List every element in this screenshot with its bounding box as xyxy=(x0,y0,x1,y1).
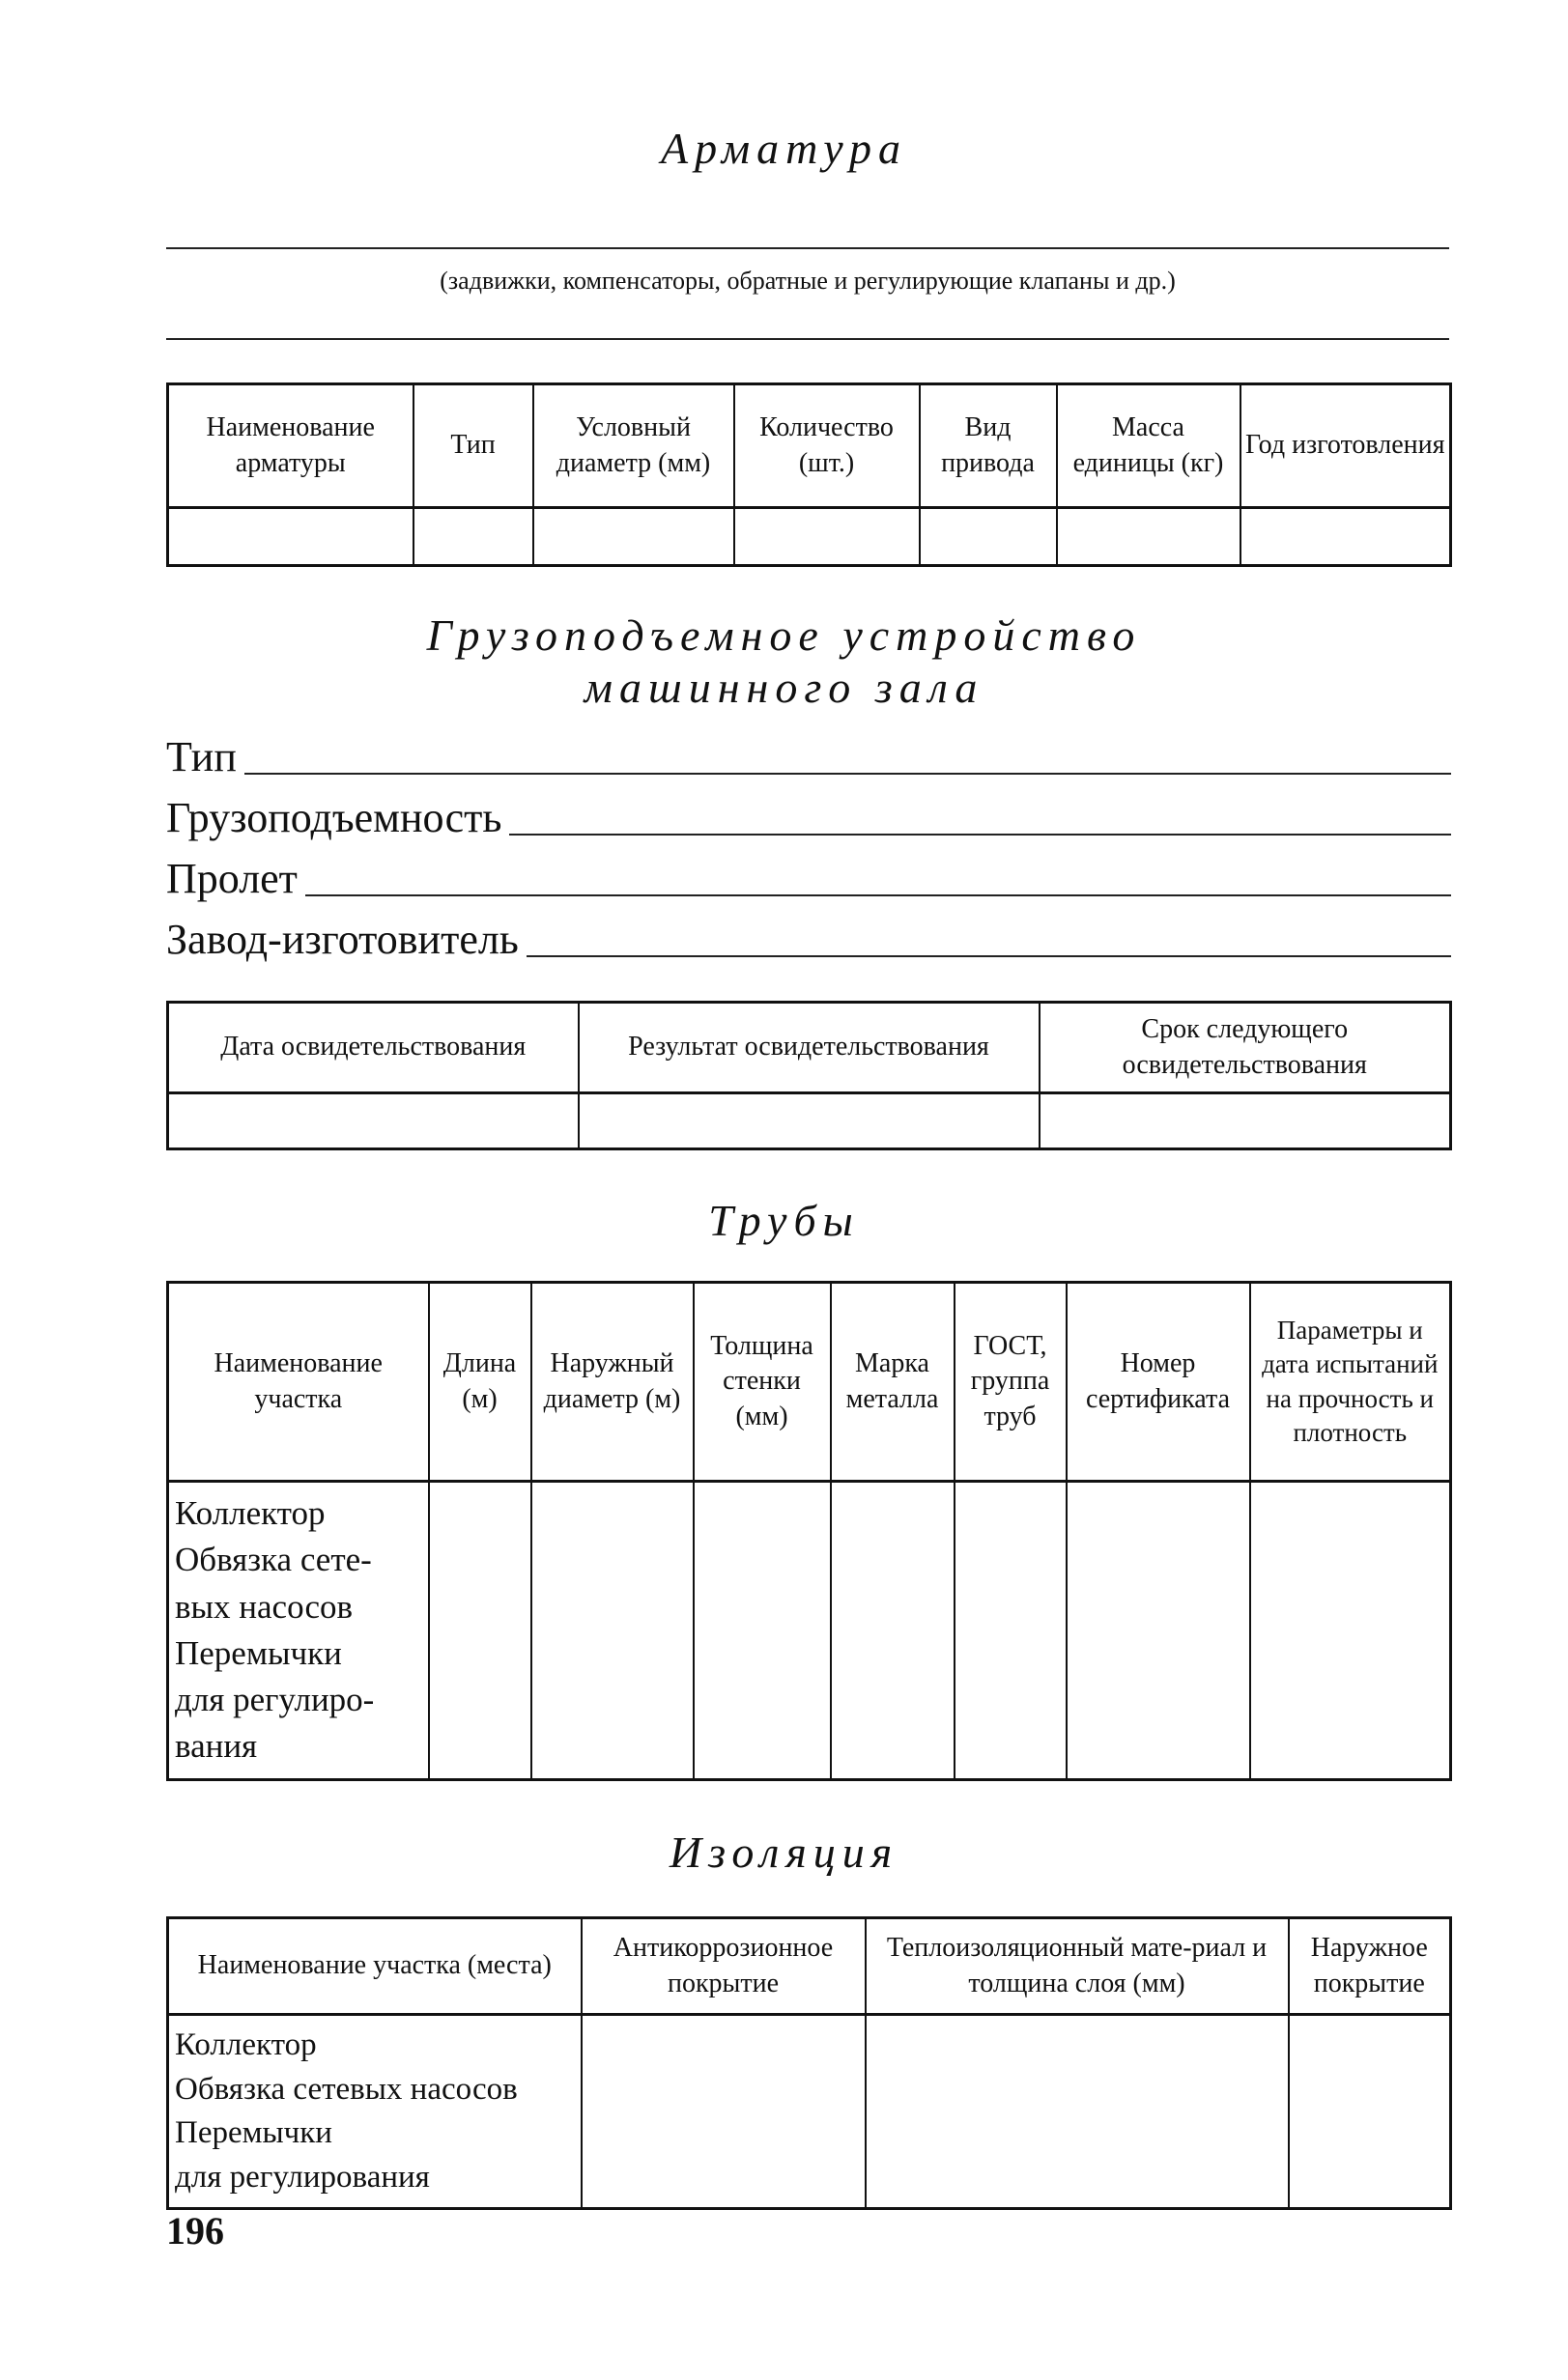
field-span-label: Пролет xyxy=(166,855,298,902)
list-item: Перемычки xyxy=(175,2115,332,2151)
insulation-section-list xyxy=(168,2015,582,2209)
field-type-line[interactable] xyxy=(244,773,1451,775)
pipes-header-tests: Параметры и дата испытаний на прочность и плотность xyxy=(1250,1283,1451,1482)
insulation-table xyxy=(166,1916,1452,2210)
field-span[interactable] xyxy=(166,856,1451,900)
crane-header-date: Дата освидетельствования xyxy=(168,1003,579,1093)
pipes-header-metal: Марка металла xyxy=(831,1283,955,1482)
crane-inspection-table xyxy=(166,1001,1452,1150)
pipes-cell[interactable] xyxy=(429,1482,531,1780)
pipes-header-section: Наименование участка xyxy=(168,1283,429,1482)
insulation-cell[interactable] xyxy=(582,2015,866,2209)
insulation-cell[interactable] xyxy=(1289,2015,1451,2209)
crane-header-next: Срок следующего освидетельствования xyxy=(1040,1003,1451,1093)
field-capacity-label: Грузоподъемность xyxy=(166,794,502,841)
field-capacity-line[interactable] xyxy=(509,834,1451,836)
pipes-cell[interactable] xyxy=(694,1482,831,1780)
list-item: для регулиро- xyxy=(175,1681,375,1719)
pipes-cell[interactable] xyxy=(831,1482,955,1780)
pipes-header-certificate: Номер сертификата xyxy=(1067,1283,1250,1482)
field-manufacturer-label: Завод-изготовитель xyxy=(166,916,519,963)
crane-header-result: Результат освидетельствования xyxy=(579,1003,1040,1093)
armatura-cell[interactable] xyxy=(920,508,1057,566)
section-title-insulation: Изоляция xyxy=(669,1828,899,1877)
pipes-cell[interactable] xyxy=(531,1482,694,1780)
armatura-header-name: Наименование арматуры xyxy=(168,384,413,508)
pipes-header-gost: ГОСТ, группа труб xyxy=(955,1283,1067,1482)
pipes-header-wall: Толщина стенки (мм) xyxy=(694,1283,831,1482)
field-type-label: Тип xyxy=(166,733,237,780)
armatura-header-drive: Вид привода xyxy=(920,384,1057,508)
armatura-header-mass: Масса единицы (кг) xyxy=(1057,384,1240,508)
field-capacity[interactable] xyxy=(166,795,1451,839)
pipes-cell[interactable] xyxy=(1067,1482,1250,1780)
insulation-header-thermal: Теплоизоляционный мате-риал и толщина слоя (мм) xyxy=(866,1918,1289,2015)
list-item: Перемычки xyxy=(175,1633,342,1672)
crane-cell[interactable] xyxy=(1040,1093,1451,1149)
crane-cell[interactable] xyxy=(579,1093,1040,1149)
armatura-cell[interactable] xyxy=(533,508,734,566)
insulation-cell[interactable] xyxy=(866,2015,1289,2209)
pipes-table xyxy=(166,1281,1452,1781)
list-item: Коллектор xyxy=(175,2027,317,2062)
line-armatura-top xyxy=(166,247,1449,249)
armatura-cell[interactable] xyxy=(168,508,413,566)
list-item: вания xyxy=(175,1727,258,1766)
section-title-crane-line2: машинного зала xyxy=(584,663,984,712)
armatura-header-type: Тип xyxy=(413,384,533,508)
pipes-header-outer-diameter: Наружный диаметр (м) xyxy=(531,1283,694,1482)
list-item: для регулирования xyxy=(175,2159,430,2195)
armatura-header-diameter: Условный диаметр (мм) xyxy=(533,384,734,508)
armatura-cell[interactable] xyxy=(1240,508,1451,566)
armatura-table xyxy=(166,382,1452,567)
pipes-section-list xyxy=(168,1482,429,1780)
pipes-cell[interactable] xyxy=(955,1482,1067,1780)
insulation-header-outer: Наружное покрытие xyxy=(1289,1918,1451,2015)
list-item: Обвязка сете- xyxy=(175,1541,372,1579)
pipes-header-length: Длина (м) xyxy=(429,1283,531,1482)
list-item: Коллектор xyxy=(175,1494,326,1532)
field-type[interactable] xyxy=(166,734,1451,779)
insulation-header-section: Наименование участка (места) xyxy=(168,1918,582,2015)
armatura-cell[interactable] xyxy=(1057,508,1240,566)
armatura-cell[interactable] xyxy=(734,508,920,566)
field-manufacturer[interactable] xyxy=(166,917,1451,961)
armatura-header-year: Год изготовления xyxy=(1240,384,1451,508)
section-title-crane-line1: Грузоподъемное устройство xyxy=(426,610,1142,660)
list-item: Обвязка сетевых насосов xyxy=(175,2071,518,2107)
list-item: вых насосов xyxy=(175,1587,354,1626)
line-armatura-bottom xyxy=(166,338,1449,340)
field-span-line[interactable] xyxy=(305,894,1451,896)
armatura-cell[interactable] xyxy=(413,508,533,566)
insulation-header-anticorrosion: Антикоррозионное покрытие xyxy=(582,1918,866,2015)
section-title-armatura: Арматура xyxy=(660,124,908,173)
field-manufacturer-line[interactable] xyxy=(527,955,1451,957)
armatura-header-quantity: Количество (шт.) xyxy=(734,384,920,508)
armatura-caption: (задвижки, компенсаторы, обратные и регулирующие клапаны и др.) xyxy=(440,267,1176,295)
section-title-pipes: Трубы xyxy=(708,1196,860,1245)
crane-cell[interactable] xyxy=(168,1093,579,1149)
page-number: 196 xyxy=(166,2209,224,2252)
pipes-cell[interactable] xyxy=(1250,1482,1451,1780)
